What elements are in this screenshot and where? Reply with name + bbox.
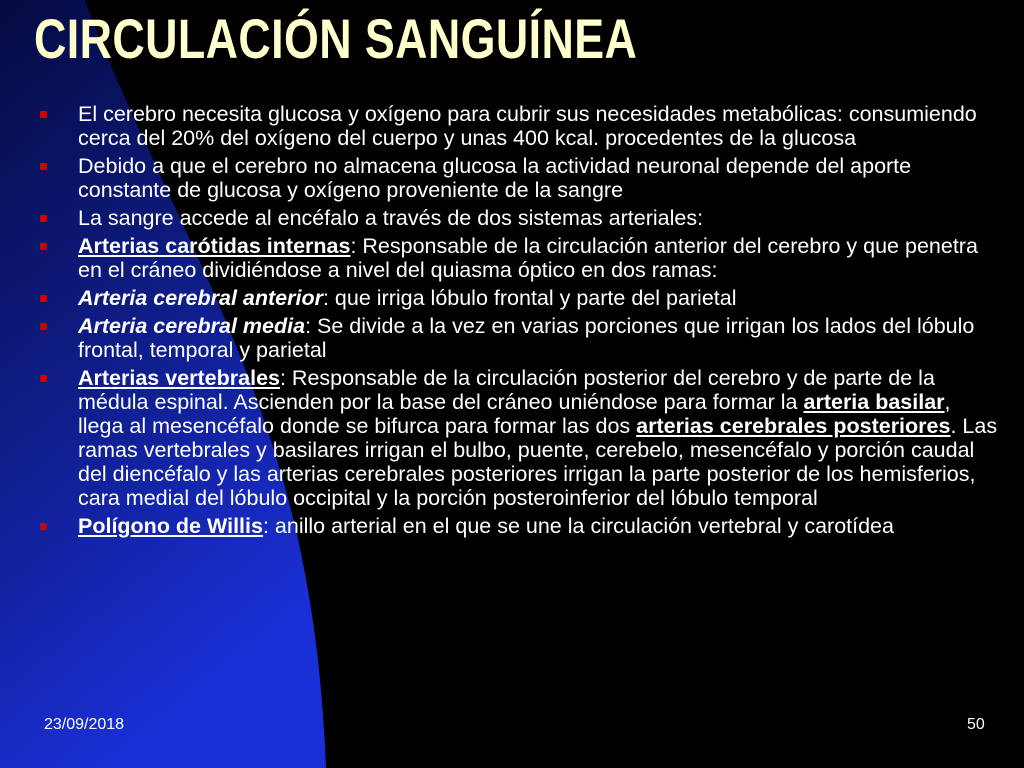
bullet-item [38,514,998,538]
bullet-item [38,154,998,202]
bullet-text: : anillo arterial en el que se une la circulación vertebral y carotídea [262,514,894,538]
bullet-text: La sangre accede al encéfalo a través de dos sistemas arteriales: [78,206,704,230]
bullet-item [38,314,998,362]
square-bullet-icon [40,215,47,222]
bullet-text: : que irriga lóbulo frontal y parte del parietal [322,286,737,310]
term-arterias-carotidas: Arterias carótidas internas [78,234,351,258]
bullet-item [38,286,998,310]
footer-date: 23/09/2018 [44,716,125,733]
slide-number: 50 [967,716,985,733]
bullet-list [38,102,998,542]
square-bullet-icon [40,375,47,382]
square-bullet-icon [40,295,47,302]
square-bullet-icon [40,323,47,330]
bullet-text: : Se divide a la vez en varias porciones que irrigan los lados del lóbulo frontal, temporal y parietal [78,314,975,362]
bullet-text: , llega al mesencéfalo donde se bifurca para formar las dos [78,390,951,438]
term-arterias-vertebrales: Arterias vertebrales [78,366,280,390]
bullet-text: : Responsable de la circulación posterior del cerebro y de parte de la médula espinal. Ascienden por la base del cráneo uniéndose para formar la [78,366,935,414]
square-bullet-icon [40,163,47,170]
bullet-text: Debido a que el cerebro no almacena glucosa la actividad neuronal depende del aporte constante de glucosa y oxígeno proveniente de la sangre [78,154,912,202]
slide-title: CIRCULACIÓN SANGUÍNEA [34,7,638,70]
term-arterias-cerebrales-posteriores: arterias cerebrales posteriores [636,414,951,438]
bullet-text: . Las ramas vertebrales y basilares irrigan el bulbo, puente, cerebelo, mesencéfalo y porción caudal del diencéfalo y las arterias cerebrales posteriores irrigan la parte posterior de los hemisferios, cara medial del lóbulo occipital y la porción posteroinferior del lóbulo temporal [78,414,998,510]
term-arteria-cerebral-anterior: Arteria cerebral anterior [78,286,323,310]
bullet-item [38,102,998,150]
bullet-item [38,366,998,510]
square-bullet-icon [40,523,47,530]
term-poligono-de-willis: Polígono de Willis [78,514,263,538]
term-arteria-cerebral-media: Arteria cerebral media [78,314,306,338]
bullet-text: : Responsable de la circulación anterior del cerebro y que penetra en el cráneo dividiéndose a nivel del quiasma óptico en dos ramas: [78,234,978,282]
square-bullet-icon [40,111,47,118]
bullet-item [38,234,998,282]
bullet-text: El cerebro necesita glucosa y oxígeno para cubrir sus necesidades metabólicas: consumiendo cerca del 20% del oxígeno del cuerpo y unas 400 kcal. procedentes de la glucosa [78,102,977,150]
bullet-item [38,206,998,230]
term-arteria-basilar: arteria basilar [803,390,945,414]
square-bullet-icon [40,243,47,250]
